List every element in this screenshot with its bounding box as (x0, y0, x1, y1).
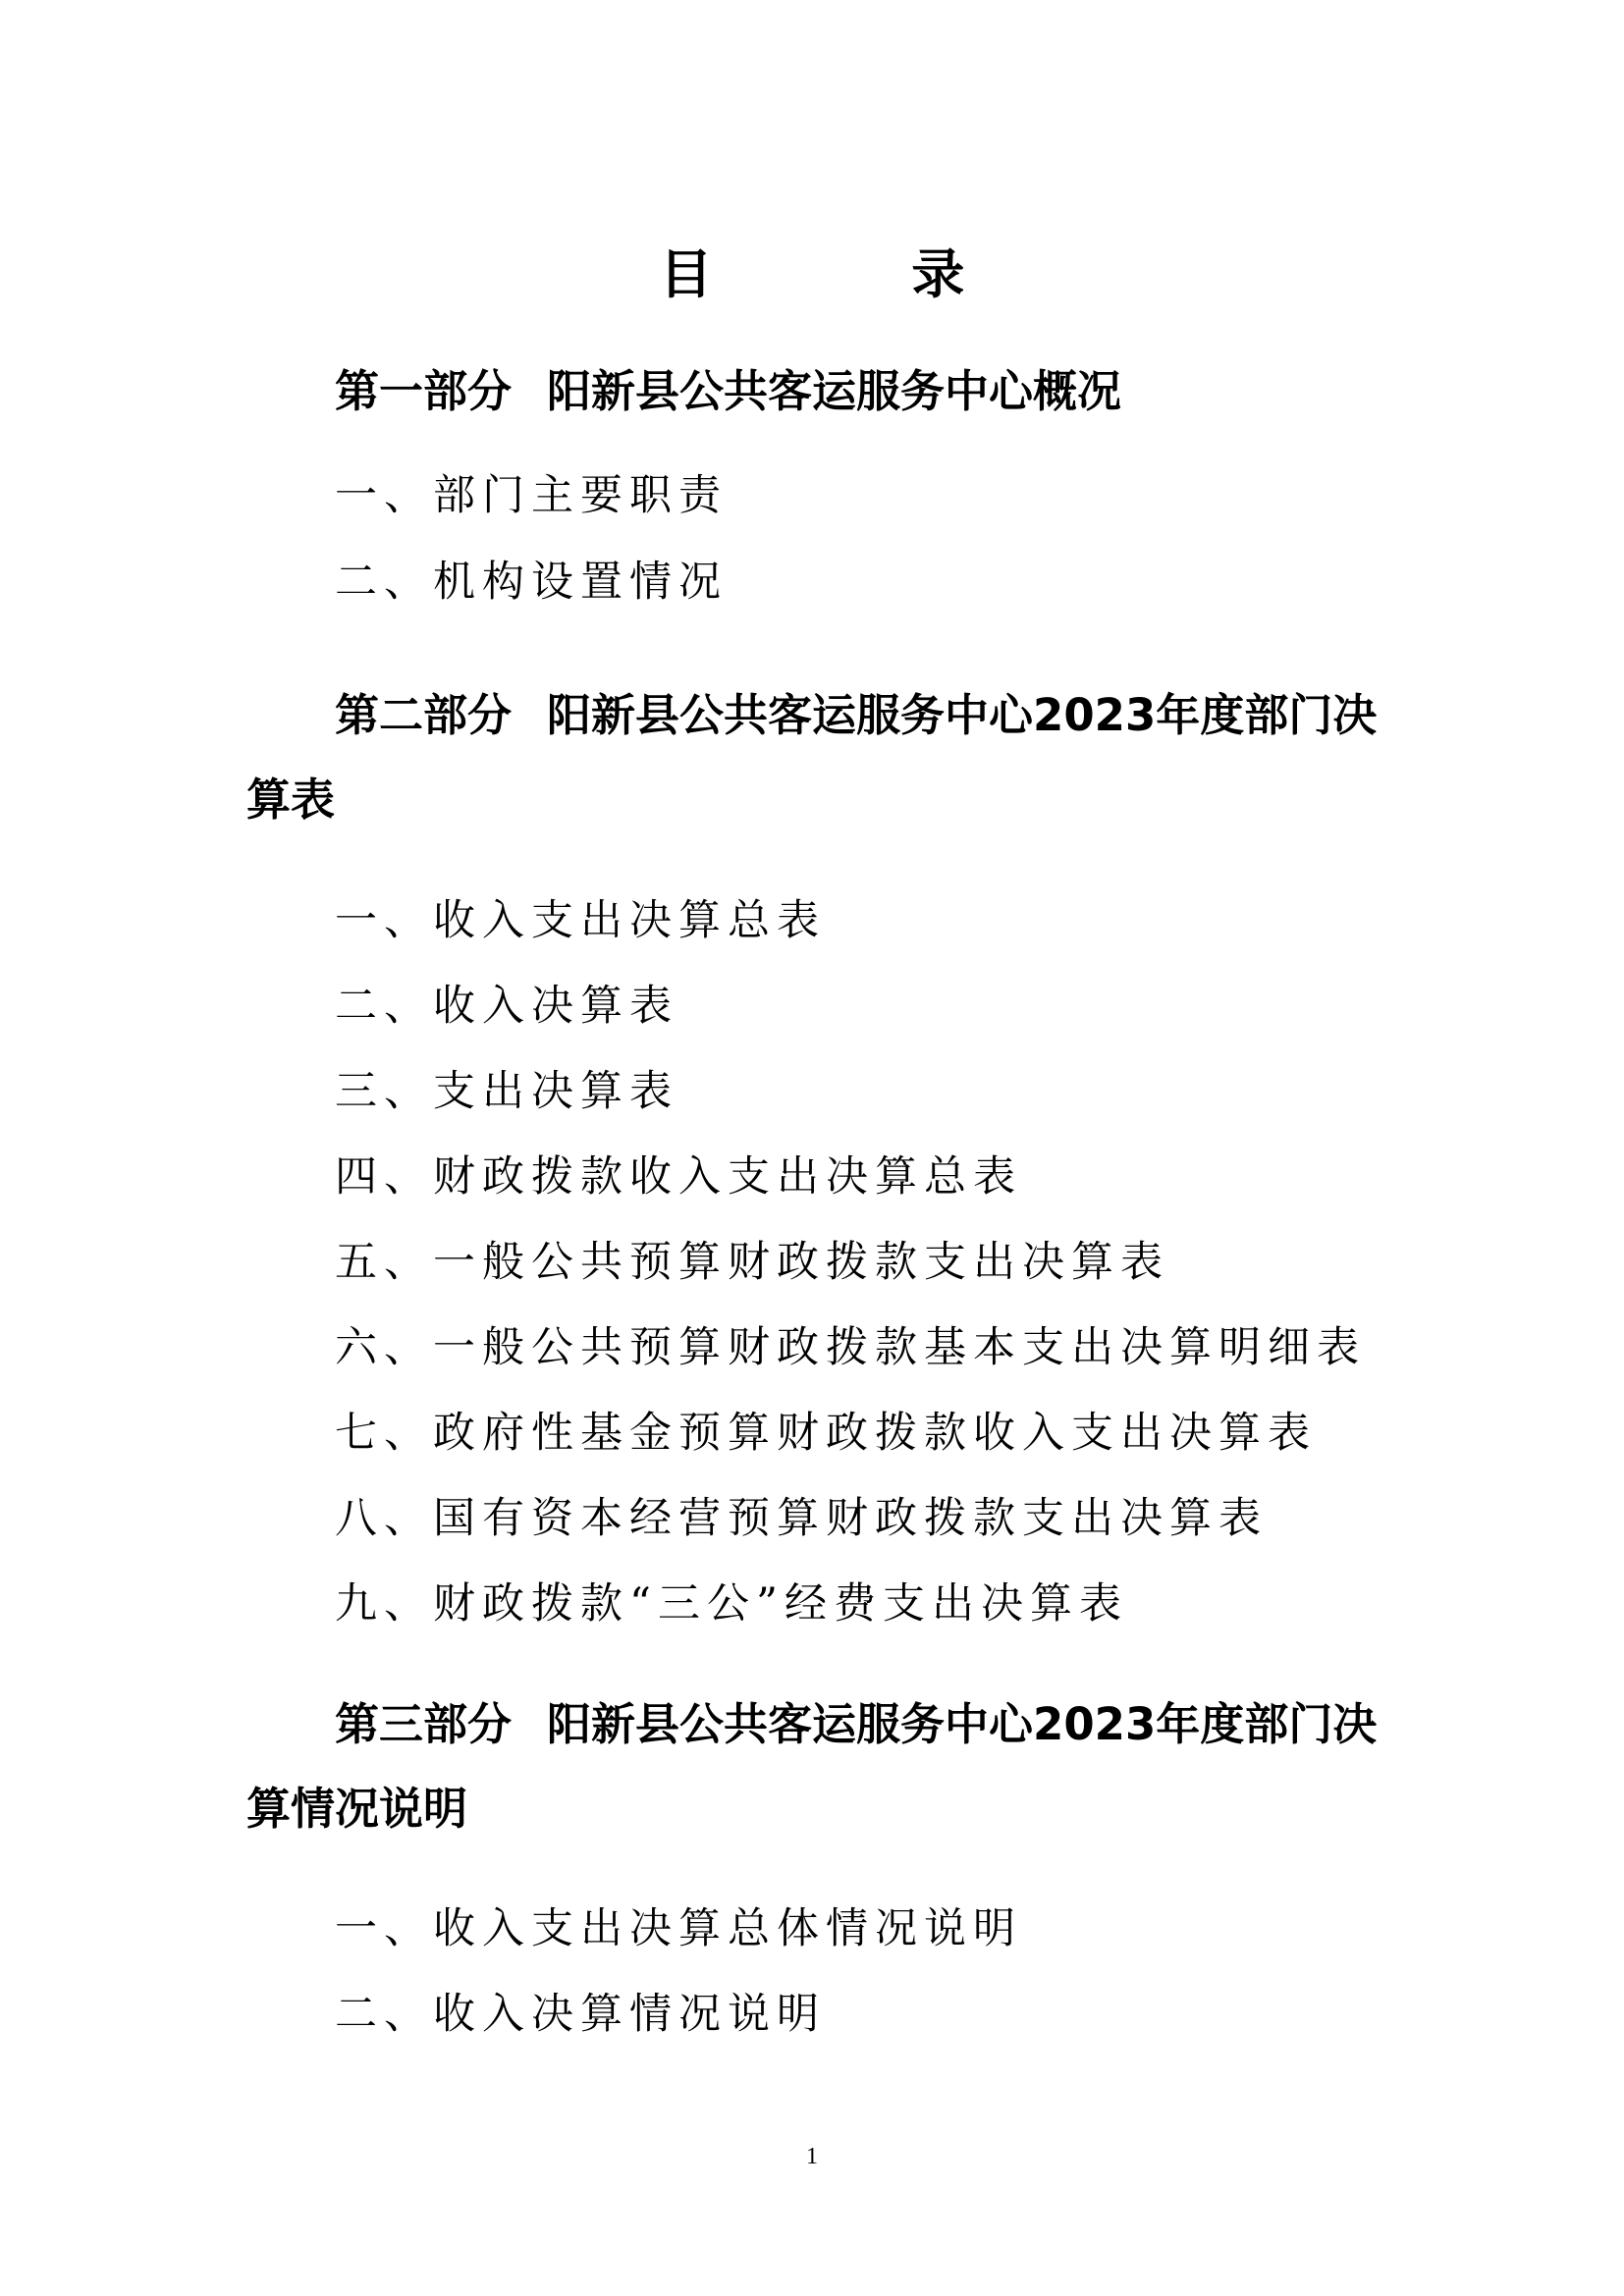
part2-item-3: 三、支出决算表 (335, 1067, 678, 1116)
part1-label: 第一部分 (335, 365, 513, 417)
part2-item-4: 四、财政拨款收入支出决算总表 (335, 1152, 1022, 1201)
part3-item-2: 二、收入决算情况说明 (335, 1990, 826, 2039)
part2-item-7: 七、政府性基金预算财政拨款收入支出决算表 (335, 1409, 1317, 1458)
part1-heading (246, 349, 1405, 434)
part2-item-5: 五、一般公共预算财政拨款支出决算表 (335, 1238, 1169, 1287)
part3-item-1: 一、收入支出决算总体情况说明 (335, 1904, 1022, 1953)
part1-item-2: 二、机构设置情况 (335, 558, 728, 607)
part2-label: 第二部分 (335, 689, 513, 741)
part2-title: 阳新县公共客运服务中心2023年度部门决算表 (246, 689, 1378, 826)
part2-item-9: 九、财政拨款“三公”经费支出决算表 (335, 1579, 1128, 1629)
part2-item-6: 六、一般公共预算财政拨款基本支出决算明细表 (335, 1323, 1366, 1372)
part2-item-1: 一、收入支出决算总表 (335, 896, 826, 945)
part2-item-2: 二、收入决算表 (335, 982, 678, 1031)
part1-item-1: 一、部门主要职责 (335, 471, 728, 520)
part1-title: 阳新县公共客运服务中心概况 (547, 365, 1122, 417)
part2-heading (246, 673, 1405, 842)
part3-title: 阳新县公共客运服务中心2023年度部门决算情况说明 (246, 1698, 1378, 1835)
part3-heading (246, 1682, 1405, 1851)
page-title: 目 录 (659, 243, 1056, 305)
part3-label: 第三部分 (335, 1698, 513, 1750)
part2-item-8: 八、国有资本经营预算财政拨款支出决算表 (335, 1494, 1268, 1543)
page-number: 1 (806, 2144, 818, 2169)
